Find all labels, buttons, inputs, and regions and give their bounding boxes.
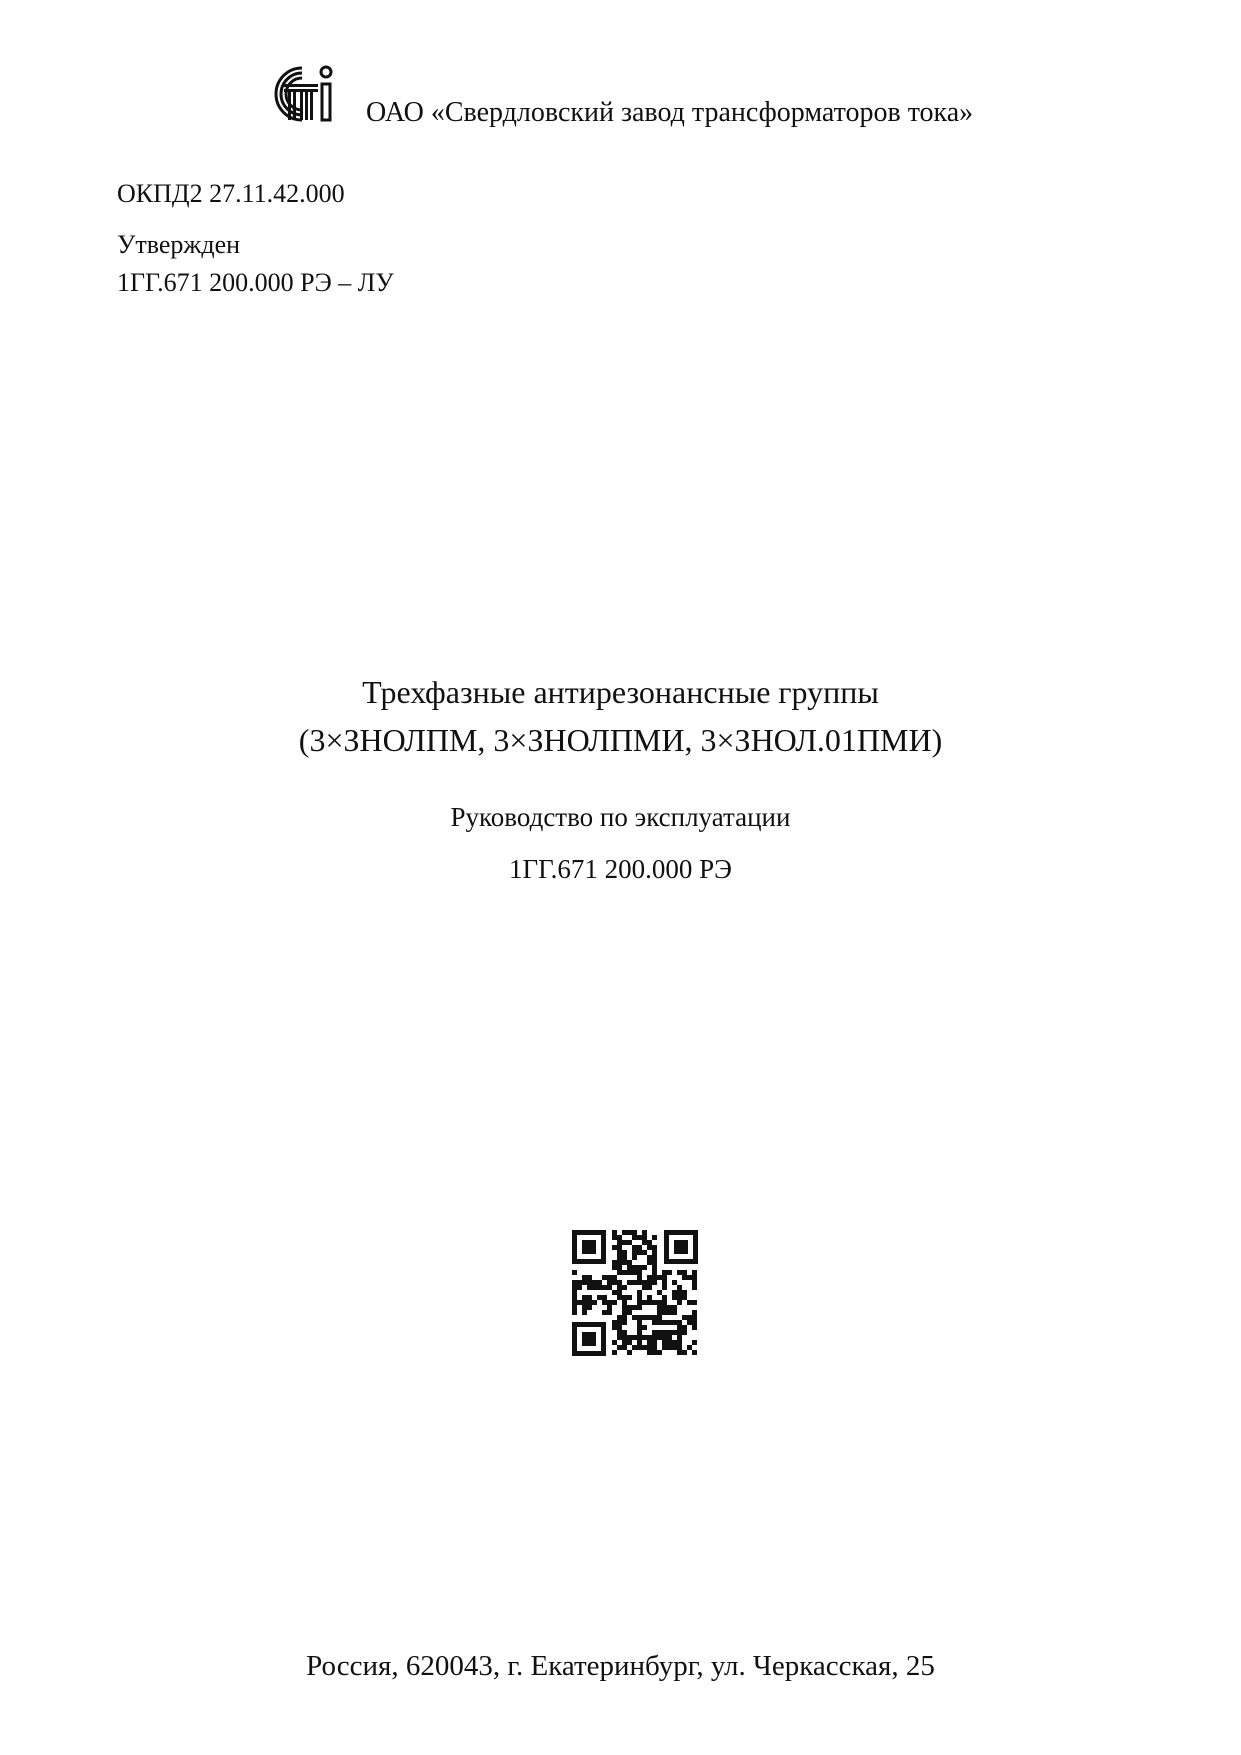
approved-label: Утвержден [117, 230, 241, 259]
company-name: ОАО «Свердловский завод трансформаторов тока» [366, 97, 974, 128]
company-logo-icon [262, 62, 334, 126]
document-title-line1: Трехфазные антирезонансные группы [362, 674, 879, 710]
document-number: 1ГГ.671 200.000 РЭ [508, 854, 732, 884]
address: Россия, 620043, г. Екатеринбург, ул. Черкасская, 25 [306, 1650, 935, 1682]
document-title-line2: (3×ЗНОЛПМ, 3×ЗНОЛПМИ, 3×ЗНОЛ.01ПМИ) [298, 722, 943, 758]
qr-code-icon [570, 1228, 700, 1358]
approved-doc-number: 1ГГ.671 200.000 РЭ – ЛУ [117, 268, 394, 297]
approval-block [117, 226, 394, 302]
okpd-code: ОКПД2 27.11.42.000 [117, 179, 345, 208]
document-subtitle: Руководство по эксплуатации [450, 802, 791, 832]
